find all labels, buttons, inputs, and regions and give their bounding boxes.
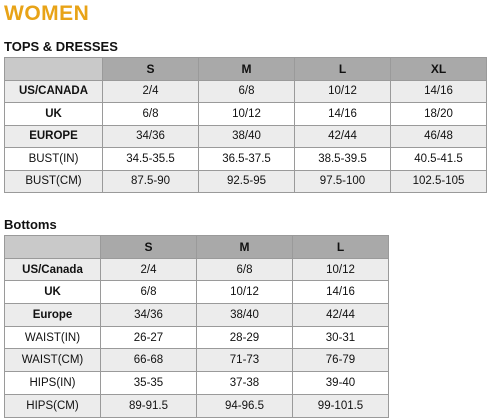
table-cell: 37-38 bbox=[197, 372, 293, 395]
row-header: US/CANADA bbox=[5, 80, 103, 103]
table-header-row bbox=[5, 236, 389, 259]
table-cell: 26-27 bbox=[101, 326, 197, 349]
table-cell: 6/8 bbox=[103, 103, 199, 126]
table-cell: 38/40 bbox=[197, 304, 293, 327]
table-cell: 14/16 bbox=[293, 281, 389, 304]
row-header: BUST(IN) bbox=[5, 148, 103, 171]
table-cell: 35-35 bbox=[101, 372, 197, 395]
table-cell: 40.5-41.5 bbox=[391, 148, 487, 171]
table-row bbox=[5, 304, 389, 327]
page-title: WOMEN bbox=[4, 2, 90, 25]
table-row bbox=[5, 326, 389, 349]
table-cell: 94-96.5 bbox=[197, 394, 293, 417]
table-cell: 6/8 bbox=[199, 80, 295, 103]
table-cell: 89-91.5 bbox=[101, 394, 197, 417]
table-cell: 10/12 bbox=[295, 80, 391, 103]
table-header-row bbox=[5, 58, 487, 81]
table-cell: 6/8 bbox=[101, 281, 197, 304]
table-corner-cell bbox=[5, 58, 103, 81]
table-cell: 36.5-37.5 bbox=[199, 148, 295, 171]
table-cell: 38/40 bbox=[199, 125, 295, 148]
table-cell: 10/12 bbox=[199, 103, 295, 126]
table-cell: 14/16 bbox=[295, 103, 391, 126]
table-row bbox=[5, 170, 487, 193]
row-header: WAIST(CM) bbox=[5, 349, 101, 372]
row-header: HIPS(IN) bbox=[5, 372, 101, 395]
table-cell: 102.5-105 bbox=[391, 170, 487, 193]
column-header: L bbox=[295, 58, 391, 81]
row-header: HIPS(CM) bbox=[5, 394, 101, 417]
column-header: S bbox=[103, 58, 199, 81]
table-cell: 38.5-39.5 bbox=[295, 148, 391, 171]
row-header: US/Canada bbox=[5, 258, 101, 281]
table-cell: 42/44 bbox=[295, 125, 391, 148]
table-cell: 10/12 bbox=[293, 258, 389, 281]
column-header: L bbox=[293, 236, 389, 259]
table-cell: 28-29 bbox=[197, 326, 293, 349]
table-row bbox=[5, 258, 389, 281]
row-header: BUST(CM) bbox=[5, 170, 103, 193]
row-header: UK bbox=[5, 281, 101, 304]
table-cell: 6/8 bbox=[197, 258, 293, 281]
tops-section-label: TOPS & DRESSES bbox=[4, 39, 118, 54]
table-corner-cell bbox=[5, 236, 101, 259]
table-cell: 14/16 bbox=[391, 80, 487, 103]
column-header: M bbox=[199, 58, 295, 81]
row-header: UK bbox=[5, 103, 103, 126]
table-row bbox=[5, 80, 487, 103]
table-cell: 76-79 bbox=[293, 349, 389, 372]
table-cell: 2/4 bbox=[103, 80, 199, 103]
table-row bbox=[5, 372, 389, 395]
table-cell: 18/20 bbox=[391, 103, 487, 126]
column-header: XL bbox=[391, 58, 487, 81]
table-cell: 71-73 bbox=[197, 349, 293, 372]
table-cell: 66-68 bbox=[101, 349, 197, 372]
table-cell: 10/12 bbox=[197, 281, 293, 304]
row-header: WAIST(IN) bbox=[5, 326, 101, 349]
table-row bbox=[5, 349, 389, 372]
row-header: EUROPE bbox=[5, 125, 103, 148]
bottoms-section-label: Bottoms bbox=[4, 217, 57, 232]
table-cell: 34.5-35.5 bbox=[103, 148, 199, 171]
table-row bbox=[5, 125, 487, 148]
table-cell: 92.5-95 bbox=[199, 170, 295, 193]
table-cell: 39-40 bbox=[293, 372, 389, 395]
table-cell: 99-101.5 bbox=[293, 394, 389, 417]
column-header: M bbox=[197, 236, 293, 259]
table-cell: 42/44 bbox=[293, 304, 389, 327]
table-row bbox=[5, 394, 389, 417]
table-row bbox=[5, 148, 487, 171]
table-cell: 46/48 bbox=[391, 125, 487, 148]
column-header: S bbox=[101, 236, 197, 259]
table-cell: 34/36 bbox=[103, 125, 199, 148]
table-row bbox=[5, 281, 389, 304]
table-cell: 34/36 bbox=[101, 304, 197, 327]
table-cell: 87.5-90 bbox=[103, 170, 199, 193]
row-header: Europe bbox=[5, 304, 101, 327]
table-row bbox=[5, 103, 487, 126]
table-cell: 97.5-100 bbox=[295, 170, 391, 193]
table-cell: 30-31 bbox=[293, 326, 389, 349]
tops-size-table bbox=[4, 57, 487, 193]
table-cell: 2/4 bbox=[101, 258, 197, 281]
bottoms-size-table bbox=[4, 235, 389, 418]
